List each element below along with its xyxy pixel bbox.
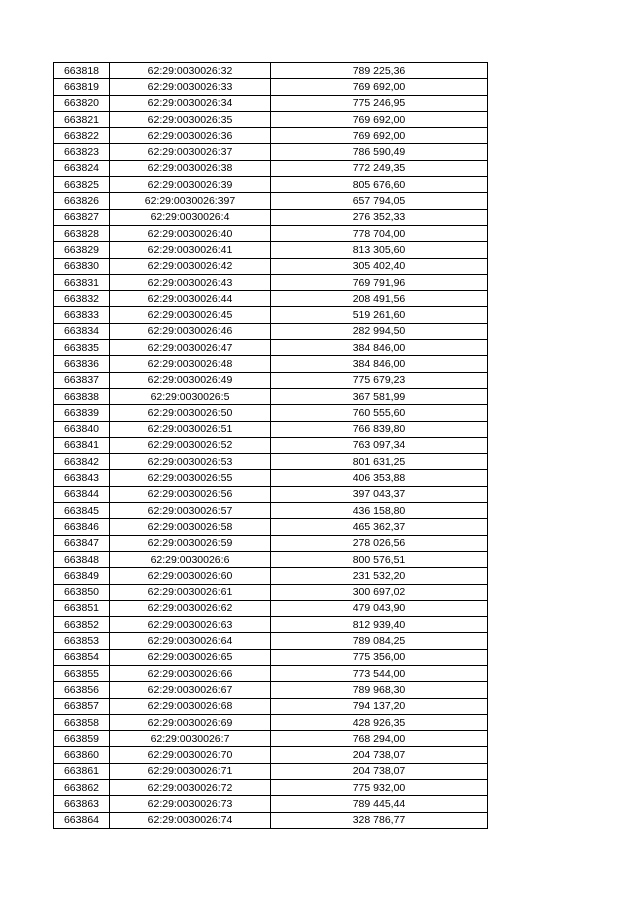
table-body	[54, 63, 488, 829]
value-cell: 769 791,96	[271, 274, 488, 290]
cadastral-number-cell: 62:29:0030026:65	[110, 649, 271, 665]
row-id-cell: 663818	[54, 63, 110, 79]
table-row	[54, 535, 488, 551]
value-cell: 769 692,00	[271, 128, 488, 144]
row-id-cell: 663853	[54, 633, 110, 649]
cadastral-number-cell: 62:29:0030026:5	[110, 388, 271, 404]
value-cell: 278 026,56	[271, 535, 488, 551]
value-cell: 519 261,60	[271, 307, 488, 323]
table-row	[54, 95, 488, 111]
row-id-cell: 663864	[54, 812, 110, 828]
value-cell: 367 581,99	[271, 388, 488, 404]
cadastral-number-cell: 62:29:0030026:39	[110, 177, 271, 193]
data-table	[53, 62, 488, 829]
table-row	[54, 682, 488, 698]
table-row	[54, 63, 488, 79]
cadastral-number-cell: 62:29:0030026:63	[110, 617, 271, 633]
value-cell: 786 590,49	[271, 144, 488, 160]
value-cell: 775 679,23	[271, 372, 488, 388]
table-row	[54, 128, 488, 144]
row-id-cell: 663838	[54, 388, 110, 404]
cadastral-number-cell: 62:29:0030026:36	[110, 128, 271, 144]
table-row	[54, 177, 488, 193]
cadastral-number-cell: 62:29:0030026:62	[110, 600, 271, 616]
cadastral-number-cell: 62:29:0030026:33	[110, 79, 271, 95]
value-cell: 775 932,00	[271, 780, 488, 796]
value-cell: 397 043,37	[271, 486, 488, 502]
cadastral-number-cell: 62:29:0030026:64	[110, 633, 271, 649]
table-row	[54, 144, 488, 160]
value-cell: 763 097,34	[271, 437, 488, 453]
value-cell: 760 555,60	[271, 405, 488, 421]
table-row	[54, 617, 488, 633]
row-id-cell: 663861	[54, 763, 110, 779]
value-cell: 436 158,80	[271, 503, 488, 519]
row-id-cell: 663839	[54, 405, 110, 421]
row-id-cell: 663848	[54, 551, 110, 567]
cadastral-number-cell: 62:29:0030026:71	[110, 763, 271, 779]
row-id-cell: 663831	[54, 274, 110, 290]
row-id-cell: 663846	[54, 519, 110, 535]
cadastral-number-cell: 62:29:0030026:70	[110, 747, 271, 763]
row-id-cell: 663824	[54, 160, 110, 176]
table-row	[54, 454, 488, 470]
row-id-cell: 663851	[54, 600, 110, 616]
row-id-cell: 663850	[54, 584, 110, 600]
cadastral-number-cell: 62:29:0030026:48	[110, 356, 271, 372]
cadastral-number-cell: 62:29:0030026:66	[110, 665, 271, 681]
table-row	[54, 747, 488, 763]
value-cell: 428 926,35	[271, 714, 488, 730]
table-row	[54, 714, 488, 730]
value-cell: 300 697,02	[271, 584, 488, 600]
table-row	[54, 731, 488, 747]
cadastral-number-cell: 62:29:0030026:38	[110, 160, 271, 176]
value-cell: 204 738,07	[271, 747, 488, 763]
table-row	[54, 470, 488, 486]
cadastral-number-cell: 62:29:0030026:35	[110, 111, 271, 127]
cadastral-number-cell: 62:29:0030026:56	[110, 486, 271, 502]
value-cell: 276 352,33	[271, 209, 488, 225]
cadastral-number-cell: 62:29:0030026:52	[110, 437, 271, 453]
cadastral-number-cell: 62:29:0030026:50	[110, 405, 271, 421]
value-cell: 789 225,36	[271, 63, 488, 79]
table-row	[54, 274, 488, 290]
row-id-cell: 663829	[54, 242, 110, 258]
cadastral-number-cell: 62:29:0030026:34	[110, 95, 271, 111]
table-row	[54, 193, 488, 209]
cadastral-number-cell: 62:29:0030026:53	[110, 454, 271, 470]
table-row	[54, 421, 488, 437]
table-row	[54, 388, 488, 404]
cadastral-number-cell: 62:29:0030026:46	[110, 323, 271, 339]
row-id-cell: 663825	[54, 177, 110, 193]
row-id-cell: 663822	[54, 128, 110, 144]
value-cell: 766 839,80	[271, 421, 488, 437]
cadastral-number-cell: 62:29:0030026:69	[110, 714, 271, 730]
cadastral-number-cell: 62:29:0030026:6	[110, 551, 271, 567]
table-row	[54, 486, 488, 502]
row-id-cell: 663842	[54, 454, 110, 470]
row-id-cell: 663852	[54, 617, 110, 633]
value-cell: 384 846,00	[271, 356, 488, 372]
cadastral-number-cell: 62:29:0030026:67	[110, 682, 271, 698]
row-id-cell: 663856	[54, 682, 110, 698]
cadastral-number-cell: 62:29:0030026:41	[110, 242, 271, 258]
cadastral-number-cell: 62:29:0030026:59	[110, 535, 271, 551]
row-id-cell: 663847	[54, 535, 110, 551]
table-row	[54, 291, 488, 307]
cadastral-number-cell: 62:29:0030026:73	[110, 796, 271, 812]
value-cell: 794 137,20	[271, 698, 488, 714]
value-cell: 305 402,40	[271, 258, 488, 274]
cadastral-number-cell: 62:29:0030026:58	[110, 519, 271, 535]
table-row	[54, 519, 488, 535]
table-row	[54, 796, 488, 812]
cadastral-number-cell: 62:29:0030026:44	[110, 291, 271, 307]
value-cell: 789 445,44	[271, 796, 488, 812]
table-row	[54, 812, 488, 828]
cadastral-number-cell: 62:29:0030026:42	[110, 258, 271, 274]
row-id-cell: 663844	[54, 486, 110, 502]
value-cell: 465 362,37	[271, 519, 488, 535]
table-row	[54, 584, 488, 600]
row-id-cell: 663863	[54, 796, 110, 812]
cadastral-number-cell: 62:29:0030026:4	[110, 209, 271, 225]
cadastral-number-cell: 62:29:0030026:61	[110, 584, 271, 600]
value-cell: 479 043,90	[271, 600, 488, 616]
value-cell: 772 249,35	[271, 160, 488, 176]
value-cell: 805 676,60	[271, 177, 488, 193]
cadastral-number-cell: 62:29:0030026:43	[110, 274, 271, 290]
row-id-cell: 663833	[54, 307, 110, 323]
table-row	[54, 633, 488, 649]
table-row	[54, 568, 488, 584]
row-id-cell: 663834	[54, 323, 110, 339]
value-cell: 769 692,00	[271, 79, 488, 95]
table-row	[54, 209, 488, 225]
value-cell: 789 968,30	[271, 682, 488, 698]
table-row	[54, 551, 488, 567]
cadastral-number-cell: 62:29:0030026:74	[110, 812, 271, 828]
table-row	[54, 437, 488, 453]
row-id-cell: 663832	[54, 291, 110, 307]
row-id-cell: 663820	[54, 95, 110, 111]
row-id-cell: 663862	[54, 780, 110, 796]
row-id-cell: 663855	[54, 665, 110, 681]
row-id-cell: 663857	[54, 698, 110, 714]
table-row	[54, 372, 488, 388]
table-row	[54, 323, 488, 339]
cadastral-number-cell: 62:29:0030026:68	[110, 698, 271, 714]
value-cell: 775 246,95	[271, 95, 488, 111]
table-row	[54, 356, 488, 372]
cadastral-number-cell: 62:29:0030026:7	[110, 731, 271, 747]
value-cell: 801 631,25	[271, 454, 488, 470]
cadastral-number-cell: 62:29:0030026:397	[110, 193, 271, 209]
row-id-cell: 663843	[54, 470, 110, 486]
table-row	[54, 665, 488, 681]
row-id-cell: 663828	[54, 225, 110, 241]
value-cell: 800 576,51	[271, 551, 488, 567]
value-cell: 328 786,77	[271, 812, 488, 828]
table-row	[54, 649, 488, 665]
table-row	[54, 698, 488, 714]
table-row	[54, 600, 488, 616]
value-cell: 657 794,05	[271, 193, 488, 209]
row-id-cell: 663823	[54, 144, 110, 160]
value-cell: 773 544,00	[271, 665, 488, 681]
cadastral-number-cell: 62:29:0030026:32	[110, 63, 271, 79]
value-cell: 204 738,07	[271, 763, 488, 779]
cadastral-number-cell: 62:29:0030026:45	[110, 307, 271, 323]
table-row	[54, 160, 488, 176]
table-row	[54, 225, 488, 241]
cadastral-number-cell: 62:29:0030026:72	[110, 780, 271, 796]
table-row	[54, 503, 488, 519]
table-row	[54, 780, 488, 796]
table-row	[54, 79, 488, 95]
row-id-cell: 663841	[54, 437, 110, 453]
value-cell: 778 704,00	[271, 225, 488, 241]
value-cell: 406 353,88	[271, 470, 488, 486]
row-id-cell: 663837	[54, 372, 110, 388]
table-row	[54, 307, 488, 323]
value-cell: 231 532,20	[271, 568, 488, 584]
table-row	[54, 405, 488, 421]
cadastral-number-cell: 62:29:0030026:51	[110, 421, 271, 437]
value-cell: 813 305,60	[271, 242, 488, 258]
value-cell: 208 491,56	[271, 291, 488, 307]
row-id-cell: 663826	[54, 193, 110, 209]
row-id-cell: 663830	[54, 258, 110, 274]
cadastral-number-cell: 62:29:0030026:60	[110, 568, 271, 584]
row-id-cell: 663854	[54, 649, 110, 665]
table-row	[54, 763, 488, 779]
row-id-cell: 663835	[54, 340, 110, 356]
row-id-cell: 663858	[54, 714, 110, 730]
value-cell: 775 356,00	[271, 649, 488, 665]
row-id-cell: 663860	[54, 747, 110, 763]
value-cell: 282 994,50	[271, 323, 488, 339]
value-cell: 768 294,00	[271, 731, 488, 747]
value-cell: 812 939,40	[271, 617, 488, 633]
table-row	[54, 111, 488, 127]
table-row	[54, 340, 488, 356]
row-id-cell: 663827	[54, 209, 110, 225]
row-id-cell: 663859	[54, 731, 110, 747]
value-cell: 384 846,00	[271, 340, 488, 356]
cadastral-number-cell: 62:29:0030026:49	[110, 372, 271, 388]
row-id-cell: 663821	[54, 111, 110, 127]
row-id-cell: 663849	[54, 568, 110, 584]
value-cell: 789 084,25	[271, 633, 488, 649]
table-row	[54, 242, 488, 258]
row-id-cell: 663819	[54, 79, 110, 95]
cadastral-number-cell: 62:29:0030026:40	[110, 225, 271, 241]
row-id-cell: 663845	[54, 503, 110, 519]
cadastral-number-cell: 62:29:0030026:47	[110, 340, 271, 356]
cadastral-number-cell: 62:29:0030026:37	[110, 144, 271, 160]
row-id-cell: 663840	[54, 421, 110, 437]
cadastral-number-cell: 62:29:0030026:57	[110, 503, 271, 519]
row-id-cell: 663836	[54, 356, 110, 372]
value-cell: 769 692,00	[271, 111, 488, 127]
cadastral-number-cell: 62:29:0030026:55	[110, 470, 271, 486]
table-row	[54, 258, 488, 274]
